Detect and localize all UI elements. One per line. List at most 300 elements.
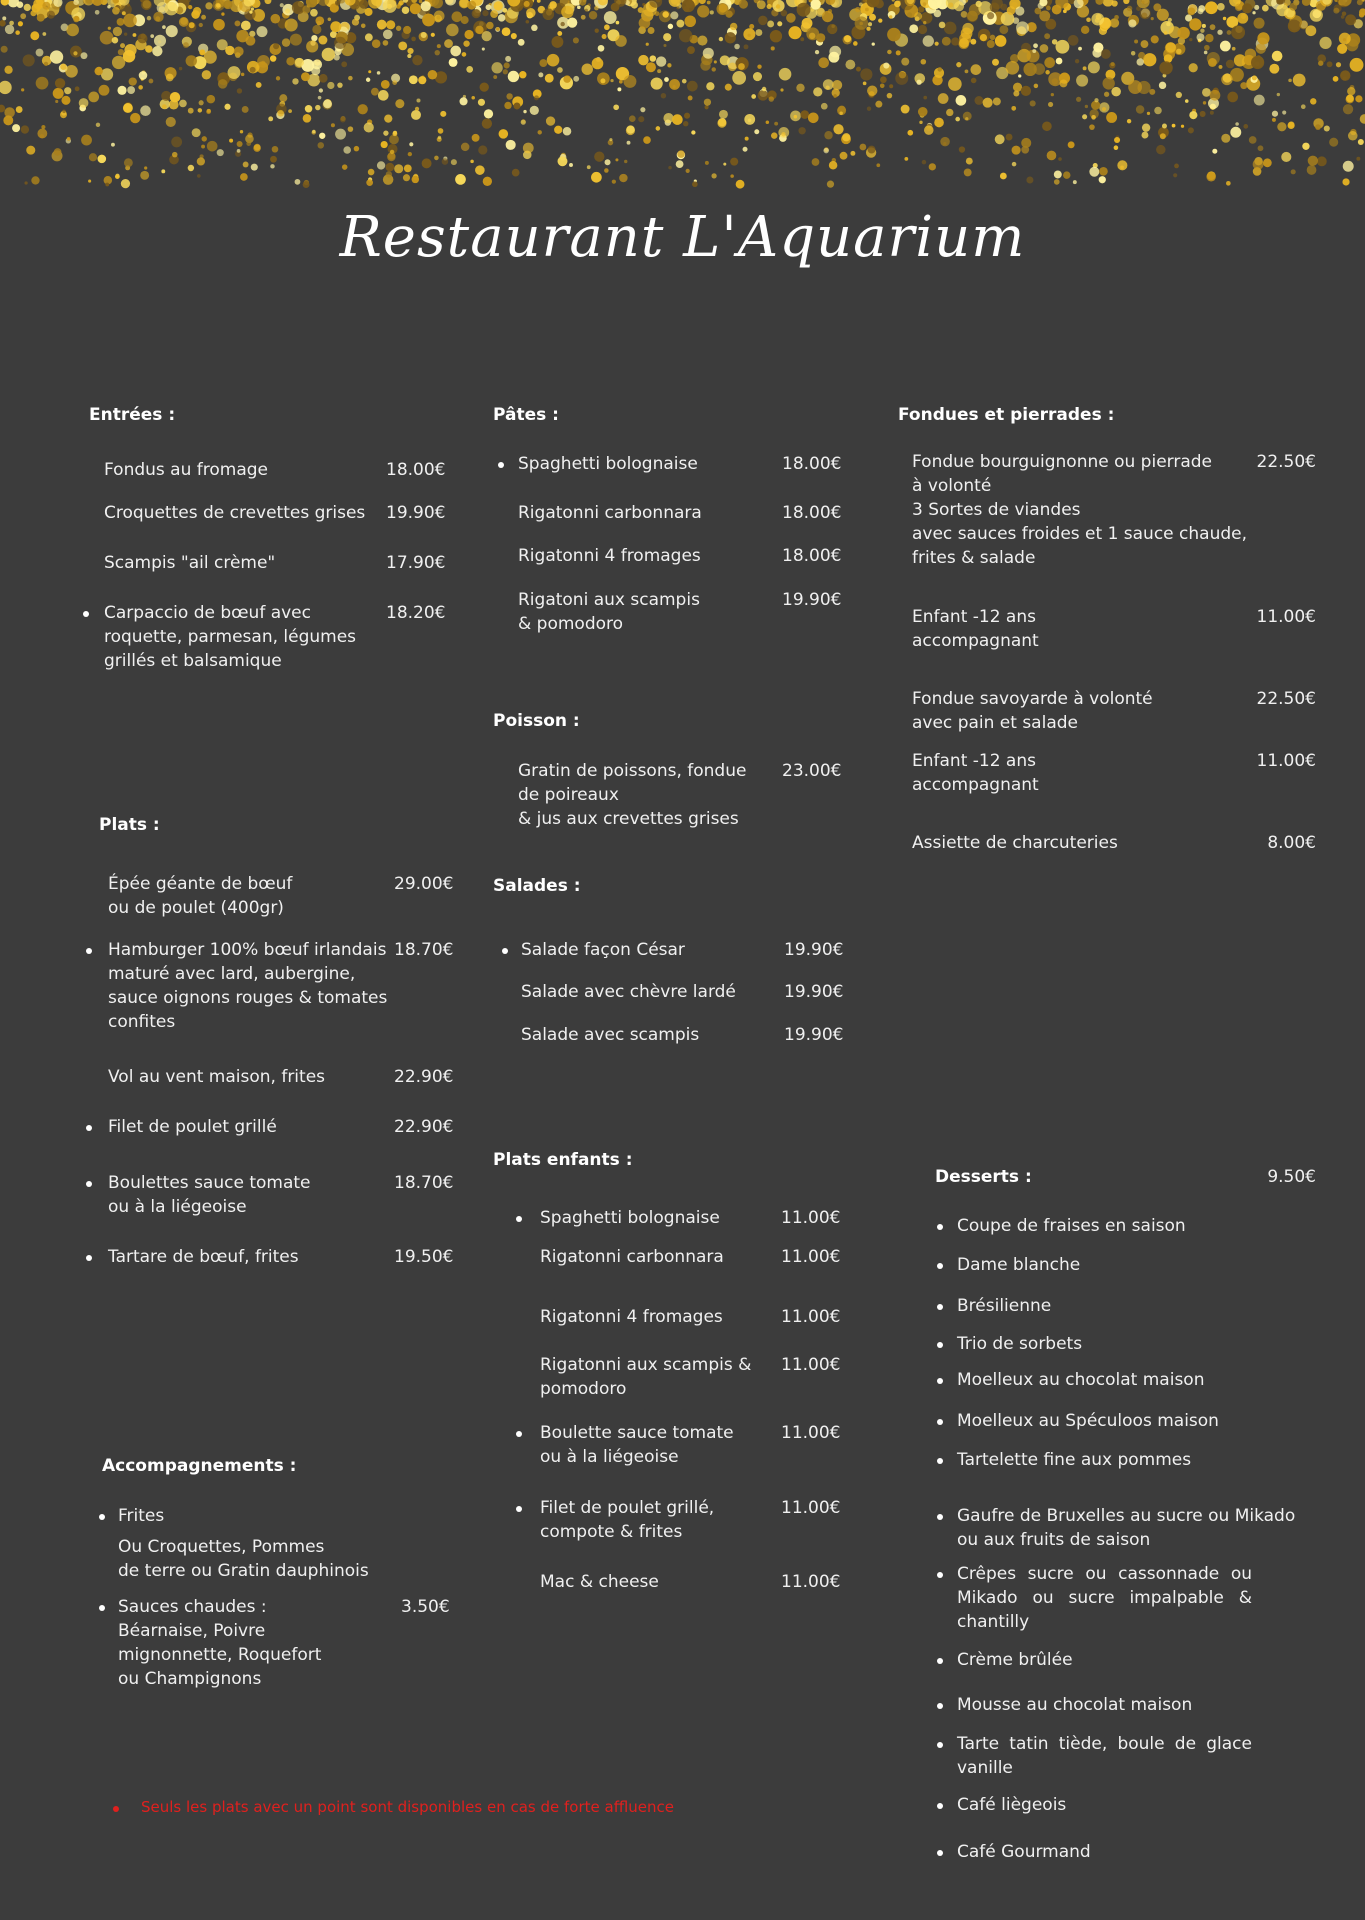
confetti-dot: [1030, 100, 1036, 106]
confetti-dot: [951, 37, 959, 45]
confetti-dot: [551, 36, 563, 48]
confetti-dot: [398, 41, 407, 50]
confetti-dot: [876, 163, 880, 167]
section-heading-fondues: Fondues et pierrades :: [898, 405, 1115, 425]
section-heading-salades: Salades :: [493, 876, 581, 896]
confetti-dot: [285, 8, 290, 13]
confetti-dot: [312, 130, 316, 134]
confetti-dot: [352, 18, 359, 25]
confetti-dot: [435, 50, 440, 55]
confetti-dot: [1205, 34, 1213, 42]
confetti-dot: [684, 113, 690, 119]
confetti-dot: [557, 31, 562, 36]
confetti-dot: [67, 137, 71, 141]
confetti-dot: [1006, 61, 1020, 75]
confetti-dot: [89, 153, 97, 161]
confetti-dot: [904, 157, 908, 161]
confetti-dot: [719, 4, 728, 13]
confetti-dot: [1200, 28, 1204, 32]
confetti-dot: [340, 117, 346, 123]
confetti-dot: [121, 179, 130, 188]
confetti-dot: [738, 63, 745, 70]
confetti-dot: [1343, 161, 1354, 172]
confetti-dot: [331, 123, 335, 127]
confetti-dot: [188, 108, 194, 114]
confetti-dot: [663, 33, 671, 41]
confetti-dot: [937, 67, 942, 72]
confetti-dot: [1242, 3, 1252, 13]
confetti-dot: [197, 157, 205, 165]
confetti-dot: [54, 148, 62, 156]
confetti-dot: [202, 136, 207, 141]
confetti-dot: [797, 3, 811, 17]
confetti-dot: [739, 0, 748, 9]
confetti-dot: [944, 22, 957, 35]
confetti-dot: [217, 39, 228, 50]
confetti-dot: [521, 120, 526, 125]
confetti-dot: [613, 104, 619, 110]
confetti-dot: [207, 95, 216, 104]
confetti-dot: [243, 162, 249, 168]
confetti-dot: [502, 27, 511, 36]
confetti-dot: [855, 16, 868, 29]
confetti-dot: [464, 30, 473, 39]
confetti-dot: [595, 29, 599, 33]
confetti-dot: [143, 0, 151, 8]
confetti-dot: [1086, 17, 1091, 22]
confetti-dot: [1160, 133, 1166, 139]
confetti-dot: [179, 67, 182, 70]
confetti-dot: [1337, 44, 1347, 54]
menu-item-price: 19.90€: [784, 1025, 844, 1045]
confetti-dot: [605, 159, 611, 165]
confetti-dot: [3, 115, 13, 125]
confetti-dot: [703, 48, 714, 59]
confetti-dot: [256, 26, 267, 37]
confetti-dot: [1117, 160, 1127, 170]
confetti-dot: [1056, 58, 1063, 65]
confetti-dot: [1089, 167, 1099, 177]
confetti-dot: [166, 74, 174, 82]
confetti-dot: [37, 14, 45, 22]
menu-item-price: 18.20€: [386, 603, 446, 623]
confetti-dot: [1181, 125, 1184, 128]
confetti-dot: [1147, 112, 1150, 115]
confetti-dot: [386, 171, 392, 177]
confetti-dot: [1202, 88, 1211, 97]
confetti-dot: [449, 58, 458, 67]
confetti-dot: [725, 84, 732, 91]
confetti-dot: [747, 34, 750, 37]
confetti-dot: [60, 63, 66, 69]
confetti-dot: [1200, 111, 1206, 117]
confetti-dot: [303, 114, 312, 123]
confetti-dot: [629, 115, 636, 122]
confetti-dot: [315, 105, 320, 110]
confetti-dot: [150, 34, 154, 38]
confetti-dot: [165, 2, 178, 15]
confetti-dot: [1277, 122, 1286, 131]
confetti-dot: [459, 179, 463, 183]
availability-bullet: [516, 1506, 522, 1512]
confetti-dot: [769, 96, 774, 101]
confetti-dot: [667, 63, 671, 67]
confetti-dot: [934, 118, 944, 128]
confetti-dot: [557, 67, 563, 73]
confetti-dot: [812, 158, 820, 166]
confetti-dot: [1341, 70, 1350, 79]
confetti-dot: [901, 105, 910, 114]
confetti-dot: [639, 17, 651, 29]
confetti-dot: [1206, 172, 1215, 181]
confetti-dot: [1103, 0, 1114, 7]
confetti-dot: [1000, 4, 1007, 11]
confetti-dot: [700, 60, 710, 70]
confetti-dot: [459, 97, 467, 105]
confetti-dot: [318, 96, 322, 100]
confetti-dot: [840, 152, 848, 160]
confetti-dot: [534, 95, 539, 100]
confetti-dot: [549, 1, 557, 9]
confetti-dot: [122, 11, 126, 15]
confetti-dot: [306, 40, 318, 52]
confetti-dot: [434, 11, 445, 22]
confetti-dot: [483, 177, 492, 186]
confetti-dot: [390, 150, 394, 154]
confetti-dot: [679, 29, 692, 42]
confetti-dot: [179, 17, 189, 27]
confetti-dot: [1021, 86, 1031, 96]
confetti-dot: [720, 55, 730, 65]
confetti-dot: [1258, 145, 1264, 151]
confetti-dot: [235, 20, 241, 26]
confetti-dot: [24, 4, 31, 11]
confetti-dot: [434, 156, 439, 161]
confetti-dot: [124, 158, 133, 167]
confetti-dot: [717, 119, 726, 128]
confetti-dot: [923, 2, 927, 6]
confetti-dot: [616, 21, 620, 25]
confetti-dot: [1076, 75, 1088, 87]
confetti-dot: [711, 173, 716, 178]
confetti-dot: [303, 181, 310, 188]
confetti-dot: [421, 1, 431, 11]
confetti-dot: [237, 88, 242, 93]
confetti-dot: [499, 129, 509, 139]
confetti-dot: [171, 136, 182, 147]
menu-item-name: Spaghetti bolognaise: [540, 1208, 720, 1228]
confetti-dot: [318, 36, 327, 45]
confetti-dot: [1154, 107, 1162, 115]
confetti-dot: [526, 20, 530, 24]
confetti-dot: [514, 103, 521, 110]
section-heading-plats: Plats :: [99, 815, 160, 835]
confetti-dot: [1263, 158, 1272, 167]
confetti-dot: [672, 114, 683, 125]
confetti-dot: [757, 0, 766, 9]
confetti-dot: [518, 39, 525, 46]
confetti-dot: [88, 92, 99, 103]
confetti-dot: [676, 160, 684, 168]
section-heading-accompagnements: Accompagnements :: [102, 1456, 297, 1476]
confetti-dot: [55, 78, 65, 88]
confetti-dot: [446, 24, 459, 37]
availability-bullet: [937, 1342, 943, 1348]
confetti-dot: [1308, 156, 1318, 166]
confetti-dot: [1256, 43, 1267, 54]
confetti-dot: [809, 33, 815, 39]
menu-item-name: Filet de poulet grillé: [108, 1117, 277, 1137]
confetti-dot: [1289, 3, 1297, 11]
confetti-dot: [1333, 8, 1339, 14]
confetti-dot: [788, 26, 801, 39]
confetti-dot: [916, 80, 921, 85]
confetti-dot: [1, 46, 8, 53]
confetti-dot: [471, 96, 475, 100]
confetti-dot: [585, 9, 588, 12]
confetti-dot: [218, 79, 228, 89]
confetti-dot: [1128, 80, 1142, 94]
confetti-dot: [1221, 134, 1230, 143]
confetti-dot: [16, 106, 23, 113]
confetti-dot: [990, 35, 995, 40]
confetti-dot: [154, 35, 166, 47]
confetti-dot: [646, 62, 656, 72]
confetti-dot: [975, 96, 984, 105]
confetti-dot: [1302, 0, 1311, 6]
confetti-dot: [288, 109, 292, 113]
confetti-dot: [1205, 1, 1218, 14]
confetti-dot: [1040, 44, 1049, 53]
confetti-dot: [581, 15, 586, 20]
confetti-dot: [956, 95, 967, 106]
confetti-dot: [537, 0, 541, 3]
confetti-dot: [280, 3, 284, 7]
confetti-dot: [959, 146, 965, 152]
confetti-dot: [0, 81, 12, 94]
menu-item-name: Filet de poulet grillé, compote & frites: [540, 1498, 715, 1542]
confetti-dot: [334, 37, 346, 49]
menu-item-price: 11.00€: [781, 1498, 841, 1518]
confetti-dot: [371, 88, 379, 96]
confetti-dot: [42, 2, 50, 10]
confetti-dot: [604, 168, 609, 173]
confetti-dot: [1288, 19, 1301, 32]
confetti-dot: [418, 76, 426, 84]
menu-item-name: Rigatonni 4 fromages: [518, 546, 701, 566]
confetti-dot: [1038, 3, 1044, 9]
confetti-dot: [310, 9, 318, 17]
section-price-desserts: 9.50€: [1267, 1167, 1316, 1187]
confetti-dot: [265, 0, 272, 4]
menu-item-price: 3.50€: [401, 1597, 450, 1617]
confetti-dot: [496, 27, 500, 31]
confetti-dot: [1033, 43, 1038, 48]
confetti-dot: [506, 93, 512, 99]
confetti-dot: [786, 13, 796, 23]
confetti-dot: [845, 60, 855, 70]
confetti-dot: [776, 4, 781, 9]
confetti-dot: [81, 135, 92, 146]
menu-item-name: Brésilienne: [957, 1296, 1052, 1316]
confetti-dot: [923, 96, 927, 100]
confetti-dot: [1055, 40, 1069, 54]
confetti-dot: [921, 59, 927, 65]
confetti-dot: [1342, 178, 1349, 185]
confetti-dot: [438, 128, 444, 134]
confetti-dot: [656, 56, 666, 66]
confetti-dot: [503, 69, 508, 74]
confetti-dot: [442, 158, 449, 165]
confetti-dot: [18, 21, 23, 26]
confetti-dot: [1114, 15, 1119, 20]
menu-item-name: Assiette de charcuteries: [912, 833, 1118, 853]
confetti-dot: [88, 180, 91, 183]
confetti-dot: [816, 33, 825, 42]
availability-bullet: [86, 1255, 92, 1261]
confetti-dot: [1301, 104, 1306, 109]
confetti-dot: [166, 25, 178, 37]
confetti-dot: [100, 31, 114, 45]
confetti-dot: [130, 113, 140, 123]
menu-item-name: Salade avec scampis: [521, 1025, 700, 1045]
confetti-dot: [162, 104, 167, 109]
confetti-dot: [999, 25, 1008, 34]
confetti-dot: [1172, 124, 1176, 128]
availability-bullet: [516, 1431, 522, 1437]
confetti-dot: [213, 19, 225, 31]
confetti-dot: [1176, 92, 1182, 98]
confetti-dot: [112, 56, 125, 69]
confetti-dot: [1159, 82, 1166, 89]
confetti-dot: [408, 152, 412, 156]
confetti-dot: [1254, 95, 1265, 106]
menu-item-price: 19.90€: [784, 940, 844, 960]
confetti-dot: [964, 168, 972, 176]
confetti-dot: [751, 94, 756, 99]
confetti-dot: [640, 107, 645, 112]
confetti-dot: [386, 20, 395, 29]
confetti-dot: [249, 10, 252, 13]
confetti-dot: [1013, 83, 1022, 92]
confetti-dot: [1185, 99, 1189, 103]
confetti-dot: [1350, 58, 1364, 72]
confetti-dot: [1202, 24, 1206, 28]
confetti-dot: [1262, 5, 1269, 12]
confetti-dot: [734, 44, 740, 50]
confetti-dot: [322, 48, 335, 61]
availability-bullet: [937, 1458, 943, 1464]
confetti-dot: [383, 29, 393, 39]
confetti-dot: [1291, 169, 1296, 174]
menu-item-name: Tarte tatin tiède, boule de glace vanille: [957, 1734, 1252, 1778]
confetti-dot: [240, 130, 243, 133]
confetti-dot: [561, 6, 573, 18]
confetti-dot: [144, 166, 147, 169]
confetti-dot: [648, 27, 655, 34]
confetti-dot: [523, 143, 534, 154]
confetti-dot: [624, 160, 627, 163]
confetti-dot: [1006, 134, 1013, 141]
confetti-dot: [31, 176, 39, 184]
confetti-dot: [1134, 40, 1138, 44]
confetti-dot: [166, 117, 176, 127]
confetti-dot: [416, 99, 420, 103]
confetti-dot: [271, 14, 281, 24]
confetti-dot: [409, 142, 413, 146]
confetti-dot: [1360, 114, 1365, 124]
availability-bullet: [99, 1605, 105, 1611]
confetti-dot: [754, 129, 759, 134]
confetti-dot: [558, 156, 568, 166]
confetti-dot: [1227, 92, 1238, 103]
menu-item-price: 18.00€: [782, 546, 842, 566]
availability-bullet: [937, 1803, 943, 1809]
confetti-dot: [883, 62, 889, 68]
confetti-dot: [771, 132, 777, 138]
confetti-dot: [1272, 51, 1283, 62]
confetti-dot: [343, 146, 351, 154]
confetti-dot: [546, 116, 555, 125]
confetti-dot: [594, 6, 599, 11]
confetti-dot: [538, 130, 542, 134]
confetti-dot: [15, 30, 20, 35]
confetti-dot: [396, 26, 401, 31]
confetti-dot: [1127, 119, 1131, 123]
confetti-dot: [661, 93, 666, 98]
confetti-dot: [705, 161, 709, 165]
confetti-dot: [1081, 26, 1089, 34]
confetti-dot: [1015, 6, 1024, 15]
confetti-dot: [112, 7, 120, 15]
confetti-dot: [411, 37, 416, 42]
confetti-dot: [1315, 124, 1321, 130]
confetti-dot: [872, 42, 875, 45]
menu-item-name: Mousse au chocolat maison: [957, 1695, 1193, 1715]
confetti-dot: [201, 145, 205, 149]
confetti-dot: [1164, 31, 1168, 35]
confetti-dot: [1094, 98, 1098, 102]
confetti-dot: [833, 124, 843, 134]
confetti-dot: [579, 0, 586, 6]
confetti-dot: [725, 32, 736, 43]
confetti-dot: [1111, 62, 1115, 66]
confetti-dot: [1011, 106, 1016, 111]
availability-bullet: [937, 1703, 943, 1709]
confetti-dot: [64, 87, 71, 94]
menu-item-name: Sauces chaudes : Béarnaise, Poivre mignonnette, Roquefort ou Champignons: [118, 1597, 322, 1689]
menu-item-price: 17.90€: [386, 553, 446, 573]
confetti-dot: [954, 1, 964, 11]
confetti-dot: [108, 27, 111, 30]
confetti-dot: [582, 63, 593, 74]
confetti-dot: [617, 87, 621, 91]
confetti-dot: [961, 28, 973, 40]
confetti-dot: [1197, 33, 1205, 41]
confetti-dot: [922, 160, 926, 164]
confetti-dot: [604, 11, 617, 24]
confetti-dot: [611, 3, 620, 12]
confetti-dot: [923, 21, 926, 24]
confetti-dot: [364, 8, 372, 16]
confetti-dot: [1136, 58, 1143, 65]
confetti-dot: [113, 27, 122, 36]
confetti-dot: [1021, 138, 1031, 148]
confetti-dot: [802, 18, 813, 29]
confetti-dot: [201, 15, 206, 20]
confetti-dot: [777, 21, 782, 26]
confetti-dot: [412, 176, 419, 183]
